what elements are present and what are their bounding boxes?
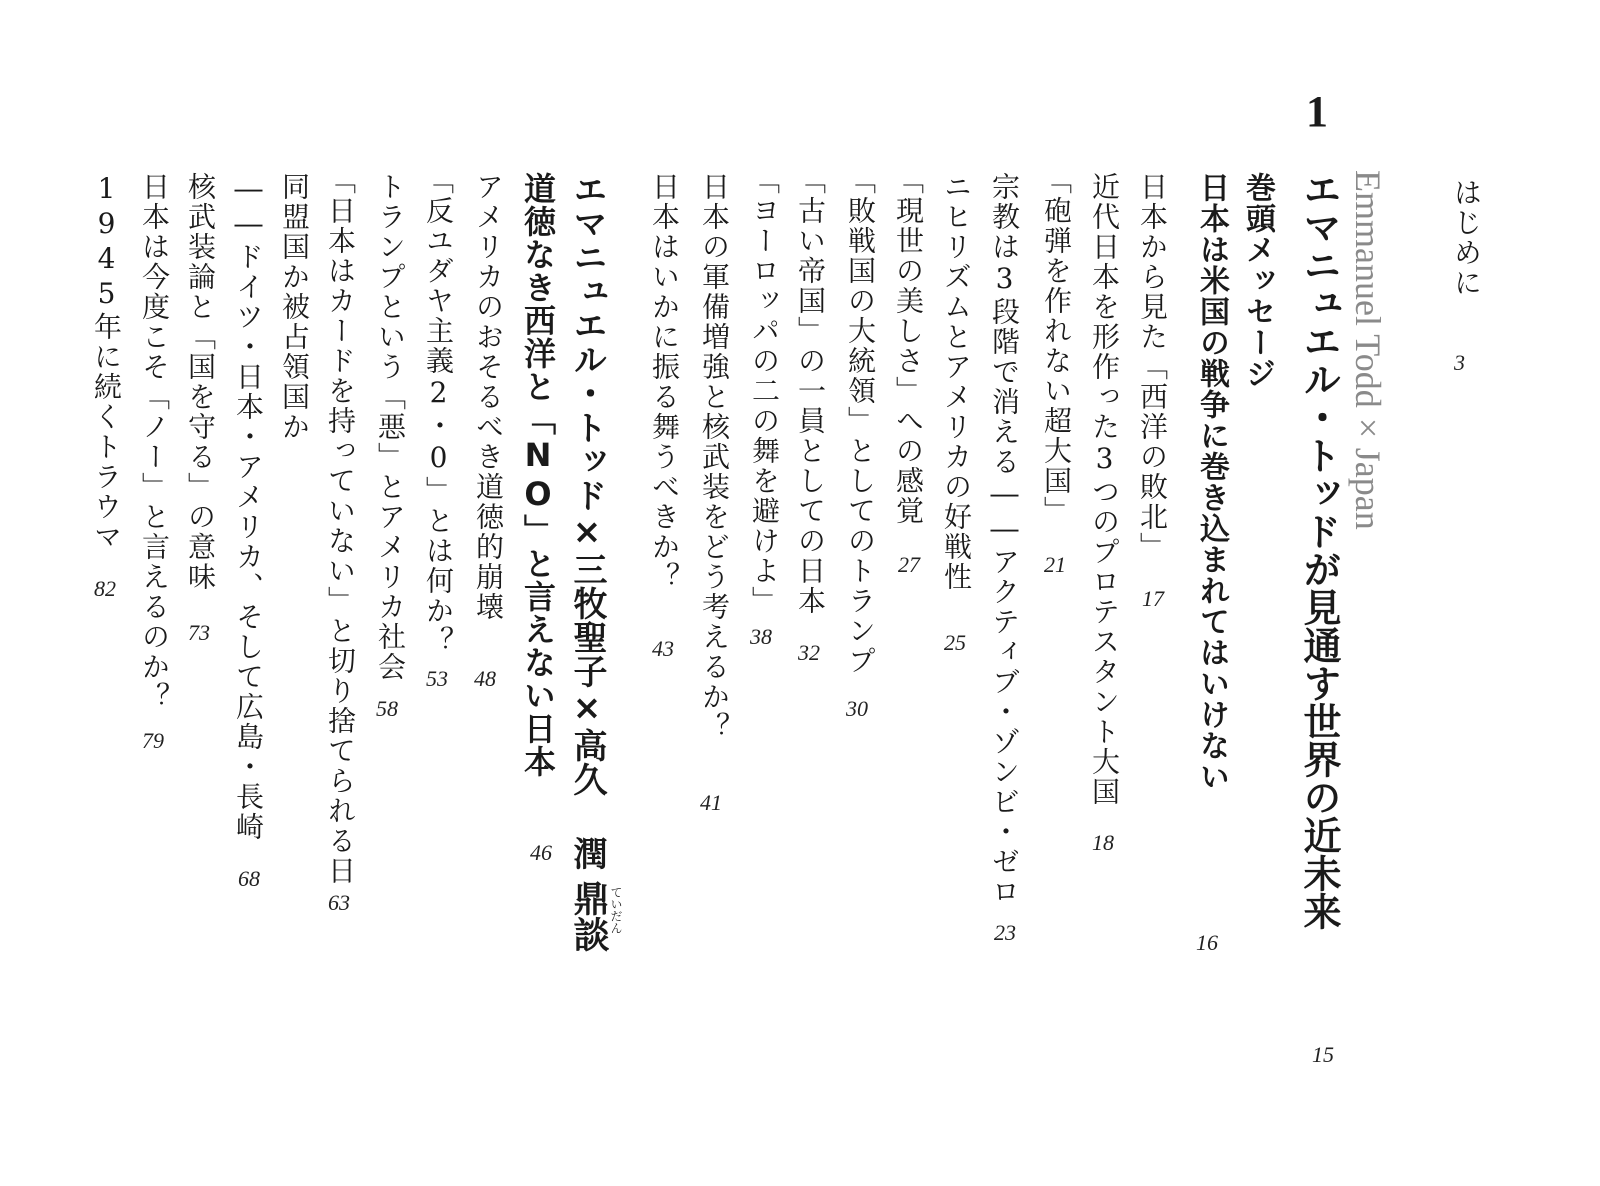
toc-entry: トランプという「悪」とアメリカ社会	[374, 172, 407, 682]
toc-page: 73	[188, 620, 210, 645]
toc-page: 79	[142, 728, 164, 753]
teidan-label-text: 鼎談	[568, 880, 609, 952]
toc-preface-title: はじめに	[1450, 178, 1483, 298]
section-title: 日本は米国の戦争に巻き込まれてはいけない	[1194, 172, 1229, 792]
chapter-title: エマニュエル・トッドが見通す世界の近未来	[1297, 170, 1341, 930]
toc-page: 48	[474, 666, 496, 691]
toc-entry: 「現世の美しさ」への感覚	[892, 166, 925, 526]
toc-page: 18	[1092, 830, 1114, 855]
section-heading: 巻頭メッセージ	[1240, 172, 1275, 389]
toc-entry: 「日本はカードを持っていない」と切り捨てられる日	[324, 166, 357, 886]
teidan-page: 46	[530, 840, 552, 865]
toc-entry: 「ヨーロッパの二の舞を避けよ」	[748, 166, 781, 616]
toc-page: 30	[846, 696, 868, 721]
teidan-title-line1: エマニュエル・トッド×三牧聖子×高久 潤	[567, 172, 607, 870]
toc-entry: 近代日本を形作った3つのプロテスタント大国	[1088, 172, 1121, 807]
section-page: 16	[1196, 930, 1218, 955]
toc-entry: 日本は今度こそ「ノー」と言えるのか？	[138, 172, 171, 712]
toc-page: 53	[426, 666, 448, 691]
toc-page: 41	[700, 790, 722, 815]
chapter-number: 1	[1306, 87, 1328, 136]
toc-page: 38	[750, 624, 772, 649]
toc-page: 27	[898, 552, 920, 577]
teidan-label	[564, 880, 624, 970]
toc-entry: 日本はいかに振る舞うべきか？	[648, 172, 681, 592]
teidan-label-ruby: ていだん	[609, 886, 623, 934]
toc-entry: 「反ユダヤ主義2・0」とは何か？	[422, 166, 455, 656]
teidan-title-line2: 道徳なき西洋と「NO」と言えない日本	[519, 172, 557, 778]
toc-page: 63	[328, 890, 350, 915]
toc-entry: 日本から見た「西洋の敗北」	[1136, 172, 1169, 562]
toc-entry: 「敗戦国の大統領」としてのトランプ	[844, 166, 877, 676]
toc-entry: ――ドイツ・日本・アメリカ、そして広島・長崎	[232, 172, 265, 842]
toc-entry: アメリカのおそるべき道徳的崩壊	[472, 172, 505, 622]
toc-page: 43	[652, 636, 674, 661]
toc-page: 58	[376, 696, 398, 721]
toc-entry: ニヒリズムとアメリカの好戦性	[940, 172, 973, 592]
toc-page: 82	[94, 576, 116, 601]
toc-entry: 日本の軍備増強と核武装をどう考えるか？	[698, 172, 731, 742]
toc-entry: 「古い帝国」の一員としての日本	[794, 166, 827, 616]
toc-entry: 1945年に続くトラウマ	[90, 172, 123, 552]
toc-page: 21	[1044, 552, 1066, 577]
chapter-page: 15	[1312, 1042, 1334, 1067]
toc-entry: 同盟国か被占領国か	[278, 172, 311, 442]
toc-page: 68	[238, 866, 260, 891]
toc-entry: 宗教は3段階で消える――アクティブ・ゾンビ・ゼロ	[988, 172, 1021, 907]
toc-entry: 核武装論と「国を守る」の意味	[184, 172, 217, 592]
toc-entry: 「砲弾を作れない超大国」	[1040, 166, 1073, 526]
toc-page: 17	[1142, 586, 1164, 611]
toc-page: 25	[944, 630, 966, 655]
chapter-label: Emmanuel Todd×Japan	[1348, 170, 1388, 530]
toc-page: 32	[798, 640, 820, 665]
toc-preface-page: 3	[1454, 350, 1465, 375]
toc-page: 23	[994, 920, 1016, 945]
